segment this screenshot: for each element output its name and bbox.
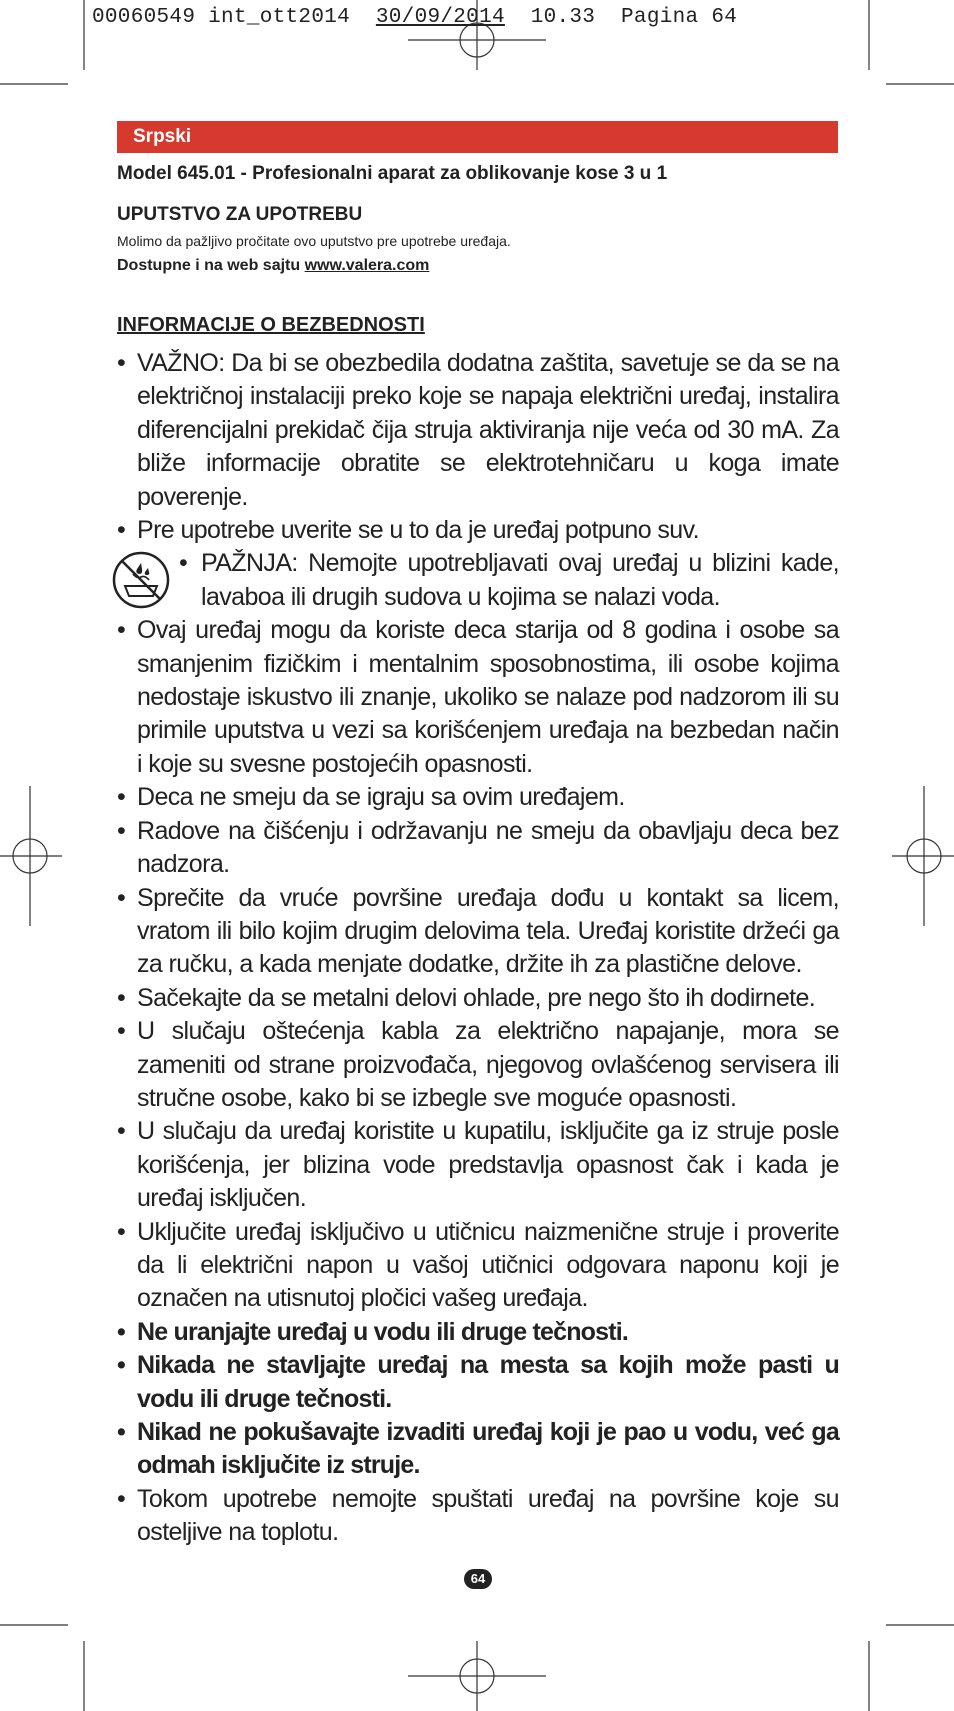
safety-item-text: PAŽNJA: Nemojte upotrebljavati ovaj uređaj u blizini kade, lavaboa ili drugih sudova u kojima se nalazi voda.	[201, 549, 839, 611]
safety-item	[113, 781, 839, 814]
safety-list	[113, 347, 839, 1550]
safety-item	[113, 1216, 839, 1316]
safety-item	[113, 614, 839, 781]
bullet: •	[117, 516, 126, 545]
print-slug-header	[92, 6, 737, 29]
bullet: •	[117, 1017, 126, 1046]
bullet: •	[117, 983, 126, 1012]
bullet: •	[117, 1317, 125, 1346]
safety-item-text: Uključite uređaj isključivo u utičnicu naizmenične struje i proverite da li električni napon u vašoj utičnici odgovara naponu koji je označen na utisnutoj pločici vašeg uređaja.	[137, 1217, 839, 1313]
safety-item-text: VAŽNO: Da bi se obezbedila dodatna zaštita, savetuje se da se na električnoj instalaciji preko koje se napaja električni uređaj, instalira diferencijalni prekidač čija struja aktiviranja nije veća od 30 mA. Za bliže informacije obratite se elektrotehničaru u koga imate poverenje.	[137, 349, 839, 511]
safety-item-text: Sprečite da vruće površine uređaja dođu u kontakt sa licem, vratom ili bilo kojim drugim delovima tela. Uređaj koristite držeći ga za ručku, a kada menjate dodatke, držite ih za plastične delove.	[137, 883, 839, 979]
safety-item	[113, 982, 839, 1015]
safety-item	[113, 514, 839, 547]
safety-item-text: Ne uranjajte uređaj u vodu ili druge tečnosti.	[137, 1317, 629, 1346]
print-file-name: 00060549 int_ott2014	[92, 6, 351, 29]
safety-item-text: Radove na čišćenju i održavanju ne smeju da obavljaju deca bez nadzora.	[137, 816, 839, 879]
safety-item-text: U slučaju da uređaj koristite u kupatilu, isključite ga iz struje posle korišćenja, jer blizina vode predstavlja opasnost čak i kada je uređaj isključen.	[137, 1117, 839, 1213]
safety-item	[113, 1015, 839, 1115]
bullet: •	[179, 549, 188, 578]
bullet: •	[117, 1418, 125, 1446]
model-title: Model 645.01 - Profesionalni aparat za oblikovanje kose 3 u 1	[117, 163, 668, 184]
web-link[interactable]: www.valera.com	[304, 257, 430, 274]
bullet: •	[117, 783, 126, 812]
bullet: •	[117, 1217, 126, 1246]
safety-item	[113, 1483, 839, 1550]
safety-item	[113, 1115, 839, 1215]
safety-section-title: INFORMACIJE O BEZBEDNOSTI	[117, 314, 425, 336]
safety-item-text: Nikad ne pokušavajte izvaditi uređaj koji je pao u vodu, već ga odmah isključite iz struje.	[137, 1418, 839, 1480]
bullet: •	[117, 1484, 126, 1513]
bullet: •	[117, 616, 126, 645]
print-time: 10.33	[530, 6, 596, 29]
safety-item-bold	[113, 1349, 839, 1416]
safety-item-text: Ovaj uređaj mogu da koriste deca starija od 8 godina i osobe sa smanjenim fizičkim i mentalnim sposobnostima, ili osobe kojima nedostaje iskustvo ili znanje, ukoliko se nalaze pod nadzorom ili su primile uputstva u vezi sa korišćenjem uređaja na bezbedan način i koje su svesne postojećih opasnosti.	[137, 616, 839, 778]
safety-item-text: Sačekajte da se metalni delovi ohlade, pre nego što ih dodirnete.	[137, 983, 816, 1012]
safety-item-bold	[113, 1316, 839, 1349]
page-number-badge: 64	[464, 1569, 492, 1589]
safety-item-text: Pre upotrebe uverite se u to da je uređaj potpuno suv.	[137, 516, 699, 545]
language-label: Srpski	[133, 126, 192, 147]
bullet: •	[117, 883, 126, 912]
web-availability	[117, 257, 429, 275]
print-date: 30/09/2014	[375, 6, 505, 29]
safety-item	[113, 347, 839, 514]
bullet: •	[117, 1117, 126, 1146]
print-page-label: Pagina 64	[621, 6, 738, 29]
safety-item-bold	[113, 1416, 839, 1483]
safety-item-text: Deca ne smeju da se igraju sa ovim uređajem.	[137, 783, 625, 812]
instructions-title: UPUTSTVO ZA UPOTREBU	[117, 204, 363, 225]
bullet: •	[117, 349, 126, 377]
no-water-bath-icon	[111, 550, 171, 610]
safety-item-warning	[113, 547, 839, 614]
language-bar	[117, 121, 838, 153]
web-text: Dostupne i na web sajtu	[117, 257, 305, 274]
safety-item-text: Tokom upotrebe nemojte spuštati uređaj na površine koje su osteljive na toplotu.	[137, 1484, 839, 1547]
bullet: •	[117, 816, 126, 845]
safety-item-text: Nikada ne stavljajte uređaj na mesta sa kojih može pasti u vodu ili druge tečnosti.	[137, 1351, 839, 1413]
instructions-note: Molimo da pažljivo pročitate ovo uputstvo pre upotrebe uređaja.	[117, 233, 511, 249]
safety-item-text: U slučaju oštećenja kabla za električno napajanje, mora se zameniti od strane proizvođača, njegovog ovlašćenog servisera ili stručne osobe, kako bi se izbegle sve moguće opasnosti.	[137, 1017, 839, 1112]
bullet: •	[117, 1351, 125, 1380]
safety-item	[113, 815, 839, 882]
safety-item	[113, 882, 839, 982]
